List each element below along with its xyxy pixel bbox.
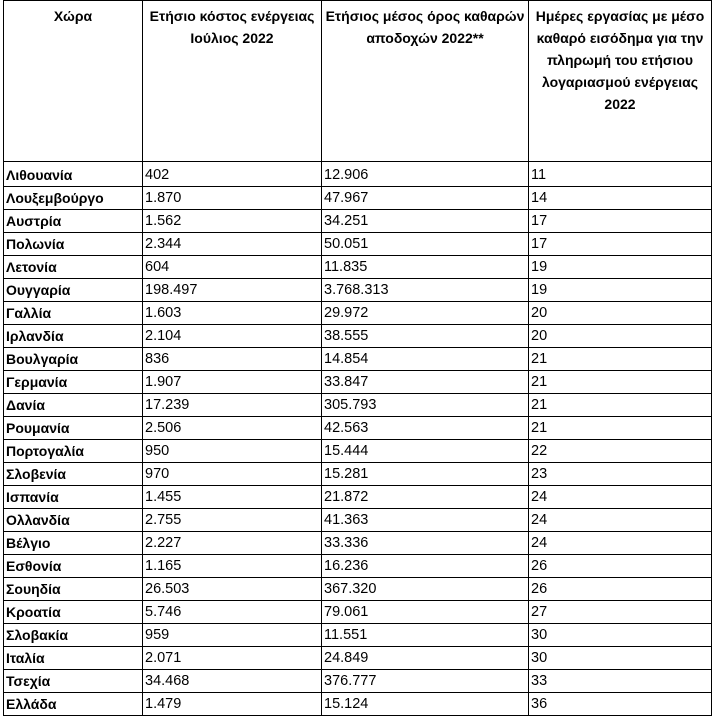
table-row [4, 693, 712, 716]
cell-working-days: 14 [529, 187, 712, 210]
table-row [4, 210, 712, 233]
cell-net-earnings: 305.793 [322, 394, 529, 417]
cell-working-days: 26 [529, 555, 712, 578]
cell-net-earnings: 3.768.313 [322, 279, 529, 302]
energy-cost-table [3, 0, 712, 716]
cell-working-days: 21 [529, 371, 712, 394]
cell-energy-cost: 1.455 [143, 486, 322, 509]
cell-country: Εσθονία [4, 555, 143, 578]
cell-energy-cost: 2.344 [143, 233, 322, 256]
cell-working-days: 22 [529, 440, 712, 463]
cell-energy-cost: 2.071 [143, 647, 322, 670]
cell-energy-cost: 1.870 [143, 187, 322, 210]
cell-working-days: 19 [529, 279, 712, 302]
cell-country: Αυστρία [4, 210, 143, 233]
cell-working-days: 17 [529, 233, 712, 256]
cell-country: Ρουμανία [4, 417, 143, 440]
cell-energy-cost: 950 [143, 440, 322, 463]
table-body [4, 162, 712, 716]
cell-energy-cost: 17.239 [143, 394, 322, 417]
cell-working-days: 20 [529, 302, 712, 325]
cell-country: Λουξεμβούργο [4, 187, 143, 210]
cell-working-days: 24 [529, 509, 712, 532]
cell-energy-cost: 959 [143, 624, 322, 647]
cell-country: Λιθουανία [4, 162, 143, 187]
cell-net-earnings: 14.854 [322, 348, 529, 371]
cell-country: Σλοβενία [4, 463, 143, 486]
cell-working-days: 11 [529, 162, 712, 187]
cell-country: Λετονία [4, 256, 143, 279]
cell-net-earnings: 376.777 [322, 670, 529, 693]
cell-working-days: 24 [529, 486, 712, 509]
cell-energy-cost: 1.165 [143, 555, 322, 578]
cell-country: Τσεχία [4, 670, 143, 693]
cell-energy-cost: 2.104 [143, 325, 322, 348]
cell-country: Ιρλανδία [4, 325, 143, 348]
table-row [4, 486, 712, 509]
cell-working-days: 30 [529, 624, 712, 647]
cell-net-earnings: 50.051 [322, 233, 529, 256]
table-row [4, 371, 712, 394]
cell-net-earnings: 12.906 [322, 162, 529, 187]
cell-working-days: 24 [529, 532, 712, 555]
cell-net-earnings: 367.320 [322, 578, 529, 601]
table-row [4, 187, 712, 210]
cell-energy-cost: 1.562 [143, 210, 322, 233]
header-annual-energy-cost: Ετήσιο κόστος ενέργειας Ιούλιος 2022 [143, 1, 322, 162]
cell-working-days: 21 [529, 417, 712, 440]
cell-energy-cost: 34.468 [143, 670, 322, 693]
cell-net-earnings: 42.563 [322, 417, 529, 440]
cell-energy-cost: 5.746 [143, 601, 322, 624]
cell-net-earnings: 15.124 [322, 693, 529, 716]
header-annual-net-earnings: Ετήσιος μέσος όρος καθαρών αποδοχών 2022** [322, 1, 529, 162]
header-country: Χώρα [4, 1, 143, 162]
cell-country: Ουγγαρία [4, 279, 143, 302]
cell-net-earnings: 11.835 [322, 256, 529, 279]
cell-working-days: 17 [529, 210, 712, 233]
cell-energy-cost: 1.603 [143, 302, 322, 325]
cell-country: Σουηδία [4, 578, 143, 601]
table-row [4, 233, 712, 256]
cell-net-earnings: 11.551 [322, 624, 529, 647]
header-row [4, 1, 712, 162]
cell-country: Βέλγιο [4, 532, 143, 555]
cell-energy-cost: 198.497 [143, 279, 322, 302]
cell-working-days: 26 [529, 578, 712, 601]
cell-working-days: 21 [529, 348, 712, 371]
cell-country: Κροατία [4, 601, 143, 624]
cell-net-earnings: 24.849 [322, 647, 529, 670]
table-row [4, 256, 712, 279]
cell-net-earnings: 21.872 [322, 486, 529, 509]
cell-working-days: 20 [529, 325, 712, 348]
cell-working-days: 36 [529, 693, 712, 716]
cell-working-days: 33 [529, 670, 712, 693]
table-row [4, 601, 712, 624]
table-row [4, 279, 712, 302]
cell-country: Βουλγαρία [4, 348, 143, 371]
cell-energy-cost: 604 [143, 256, 322, 279]
cell-country: Γαλλία [4, 302, 143, 325]
cell-energy-cost: 402 [143, 162, 322, 187]
table-row [4, 348, 712, 371]
table-row [4, 325, 712, 348]
table-row [4, 440, 712, 463]
cell-working-days: 30 [529, 647, 712, 670]
cell-net-earnings: 16.236 [322, 555, 529, 578]
cell-country: Ελλάδα [4, 693, 143, 716]
header-working-days: Ημέρες εργασίας με μέσο καθαρό εισόδημα για την πληρωμή του ετήσιου λογαριασμού ενέργειας 2022 [529, 1, 712, 162]
cell-net-earnings: 33.336 [322, 532, 529, 555]
cell-energy-cost: 836 [143, 348, 322, 371]
table-row [4, 463, 712, 486]
cell-energy-cost: 2.755 [143, 509, 322, 532]
table-row [4, 532, 712, 555]
cell-working-days: 23 [529, 463, 712, 486]
cell-working-days: 21 [529, 394, 712, 417]
cell-country: Ισπανία [4, 486, 143, 509]
cell-energy-cost: 2.227 [143, 532, 322, 555]
cell-net-earnings: 47.967 [322, 187, 529, 210]
table-row [4, 417, 712, 440]
cell-energy-cost: 26.503 [143, 578, 322, 601]
cell-country: Δανία [4, 394, 143, 417]
table-row [4, 624, 712, 647]
cell-country: Ολλανδία [4, 509, 143, 532]
cell-net-earnings: 29.972 [322, 302, 529, 325]
cell-net-earnings: 15.444 [322, 440, 529, 463]
table-row [4, 670, 712, 693]
cell-country: Ιταλία [4, 647, 143, 670]
cell-country: Πολωνία [4, 233, 143, 256]
table-row [4, 509, 712, 532]
cell-net-earnings: 41.363 [322, 509, 529, 532]
cell-energy-cost: 1.479 [143, 693, 322, 716]
cell-country: Γερμανία [4, 371, 143, 394]
cell-energy-cost: 970 [143, 463, 322, 486]
table-row [4, 302, 712, 325]
cell-energy-cost: 1.907 [143, 371, 322, 394]
cell-working-days: 19 [529, 256, 712, 279]
cell-net-earnings: 33.847 [322, 371, 529, 394]
cell-net-earnings: 34.251 [322, 210, 529, 233]
cell-net-earnings: 38.555 [322, 325, 529, 348]
table-row [4, 162, 712, 187]
table-row [4, 555, 712, 578]
table-row [4, 578, 712, 601]
cell-net-earnings: 79.061 [322, 601, 529, 624]
cell-country: Σλοβακία [4, 624, 143, 647]
table-row [4, 394, 712, 417]
cell-working-days: 27 [529, 601, 712, 624]
cell-country: Πορτογαλία [4, 440, 143, 463]
cell-energy-cost: 2.506 [143, 417, 322, 440]
cell-net-earnings: 15.281 [322, 463, 529, 486]
table-row [4, 647, 712, 670]
